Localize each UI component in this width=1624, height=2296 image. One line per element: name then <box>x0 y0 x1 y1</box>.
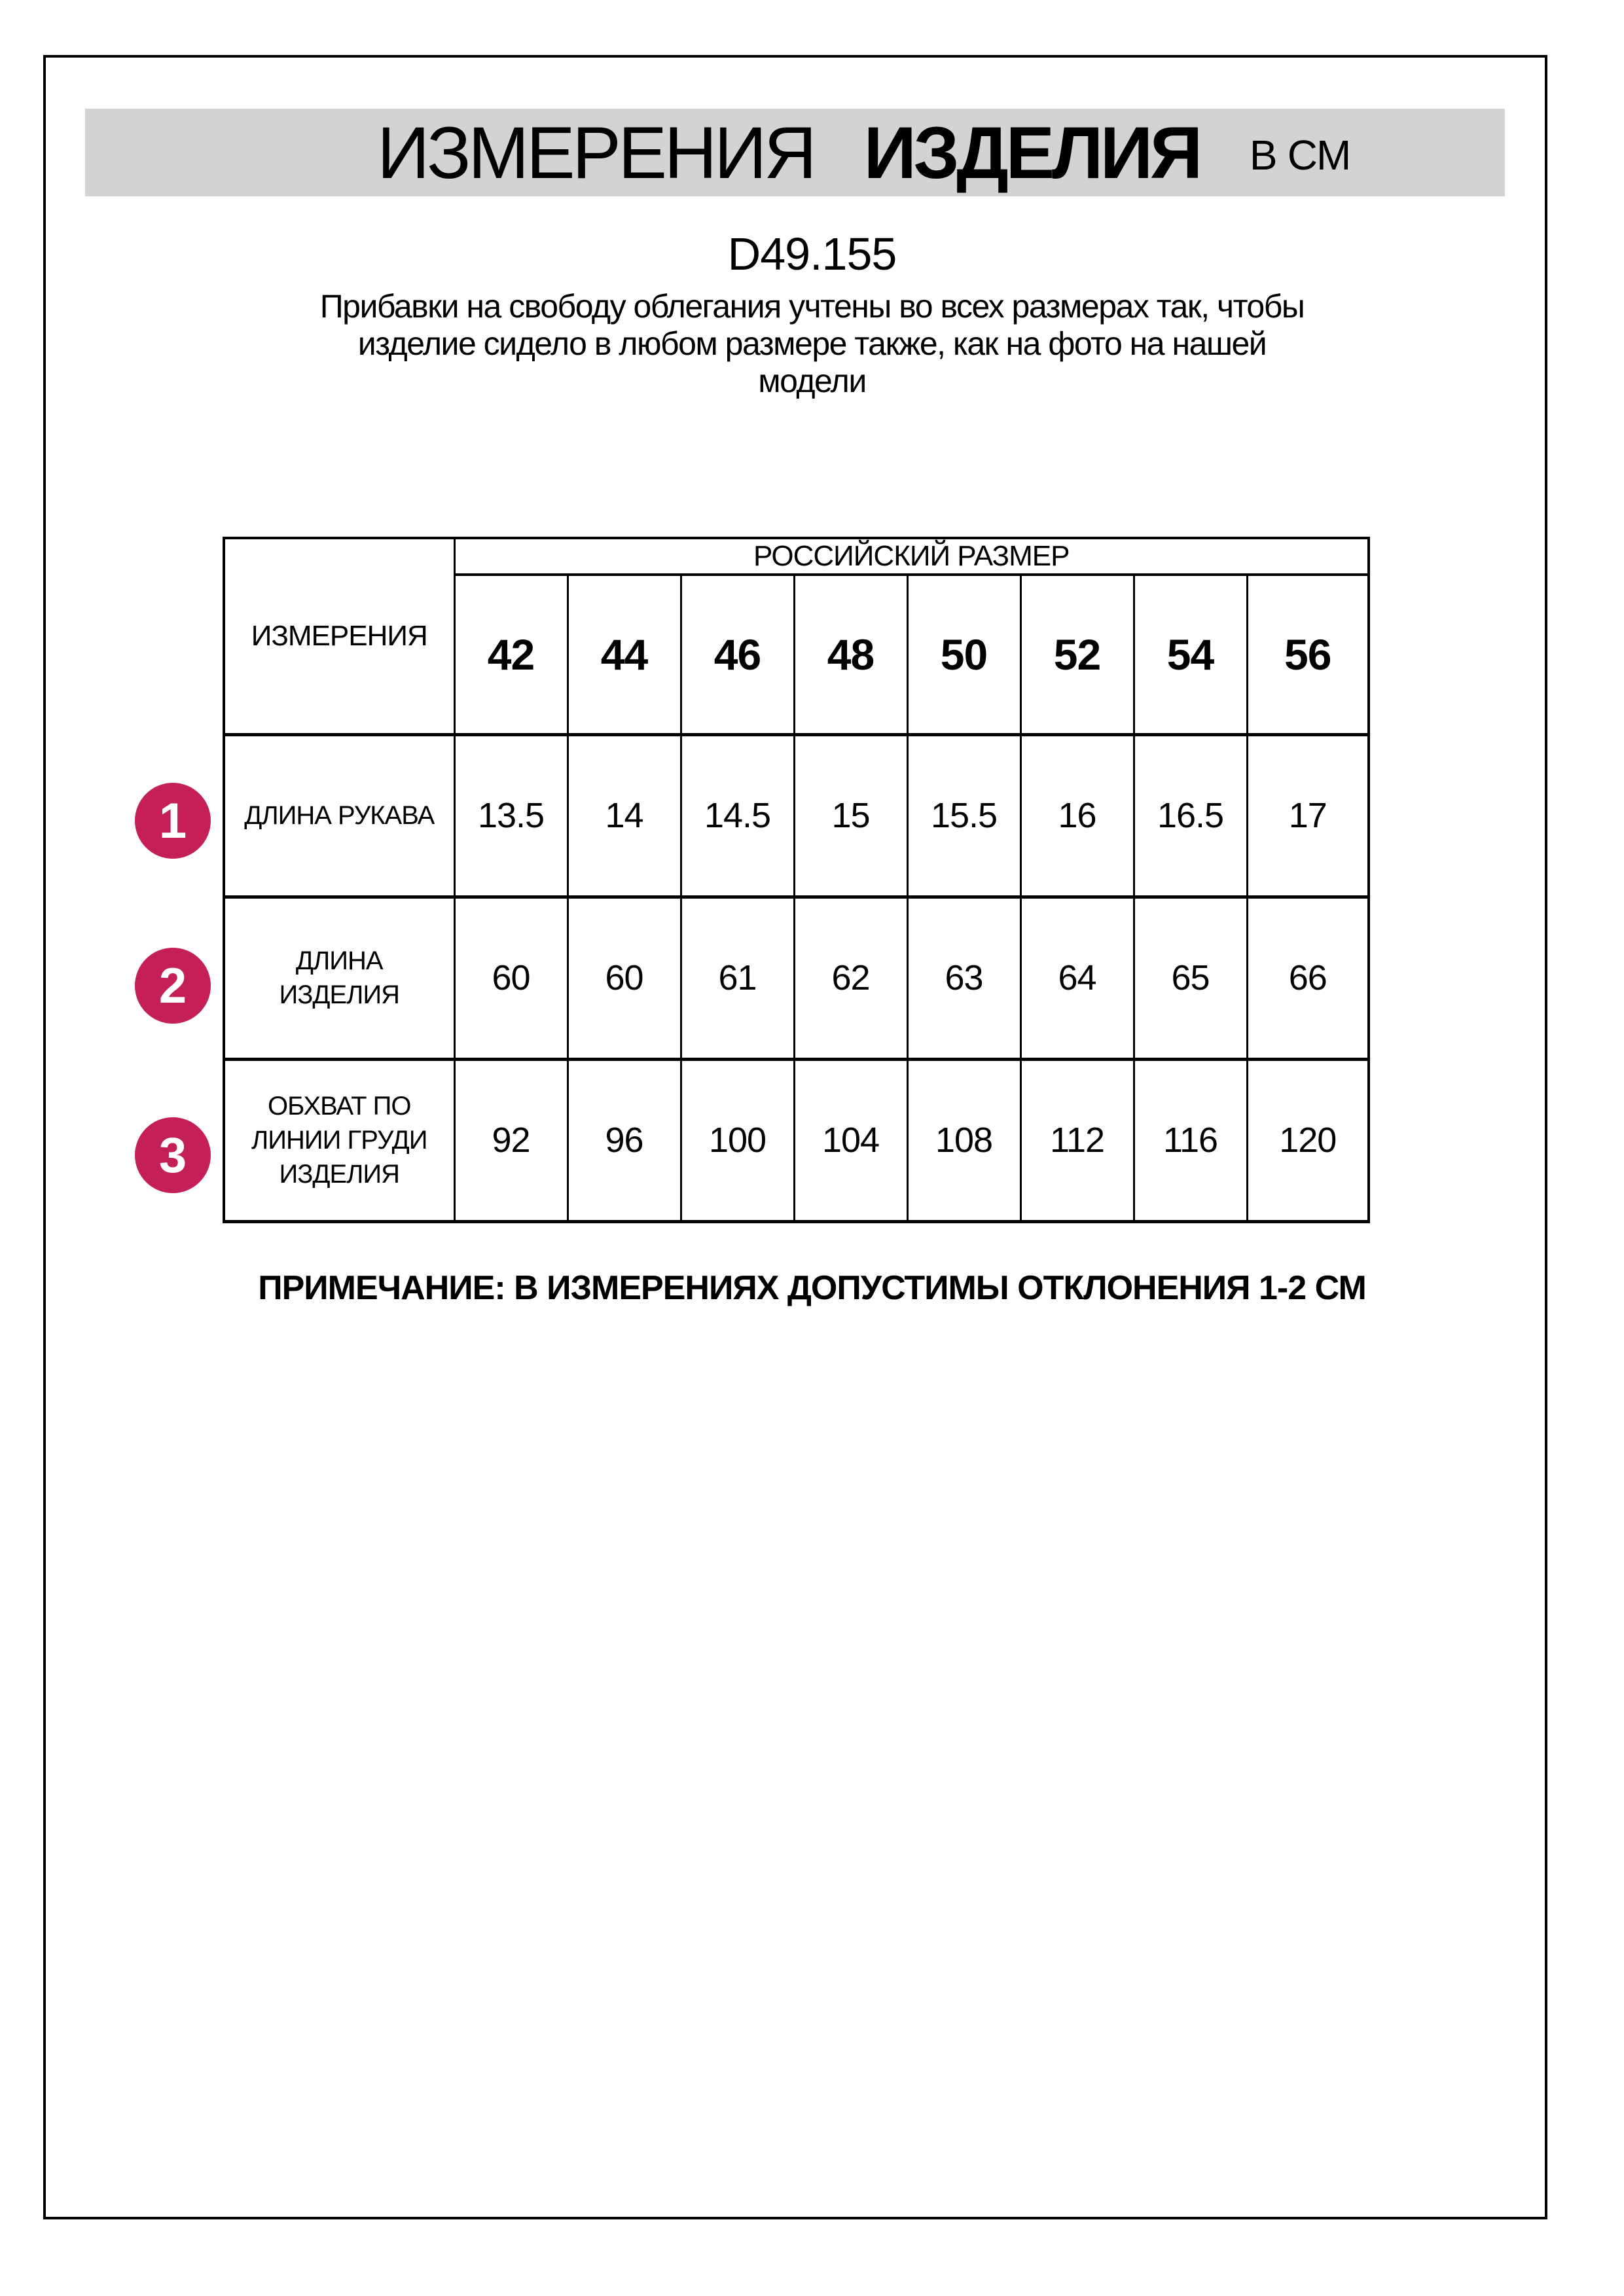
sleeve-length-row <box>224 734 1369 897</box>
title-word-measurements: ИЗМЕРЕНИЯ <box>376 111 814 194</box>
measurement-label-line: ИЗДЕЛИЯ <box>279 980 400 1009</box>
table-header-row <box>224 538 1369 575</box>
measurement-value-cell: 120 <box>1247 1059 1369 1221</box>
title-banner <box>85 109 1505 196</box>
fit-note-line: Прибавки на свободу облегания учтены во всех размерах так, чтобы <box>319 288 1305 325</box>
fit-note-paragraph <box>0 288 1624 400</box>
measurement-value-cell: 108 <box>907 1059 1020 1221</box>
measurement-value-cell: 62 <box>794 897 907 1059</box>
fit-note-line: модели <box>758 363 866 399</box>
measurement-label-line: ОБХВАТ ПО <box>268 1092 411 1121</box>
measurement-value-cell: 14.5 <box>681 734 794 897</box>
size-56-cell: 56 <box>1247 575 1369 734</box>
measurement-value-cell: 104 <box>794 1059 907 1221</box>
measurement-label-line: ЛИНИИ ГРУДИ <box>251 1126 427 1155</box>
size-44-cell: 44 <box>568 575 681 734</box>
measurement-value-cell: 96 <box>568 1059 681 1221</box>
title-unit-cm: В СМ <box>1249 132 1351 179</box>
measurement-value-cell: 13.5 <box>454 734 568 897</box>
measurement-label-cell <box>224 1059 454 1221</box>
measurement-value-cell: 16 <box>1020 734 1134 897</box>
size-table <box>223 537 1370 1223</box>
measurement-label-cell <box>224 734 454 897</box>
size-54-cell: 54 <box>1134 575 1247 734</box>
measurements-column-header: ИЗМЕРЕНИЯ <box>251 619 427 652</box>
size-48-cell: 48 <box>794 575 907 734</box>
size-50-cell: 50 <box>907 575 1020 734</box>
measurement-value-cell: 60 <box>454 897 568 1059</box>
tolerance-footnote: ПРИМЕЧАНИЕ: В ИЗМЕРЕНИЯХ ДОПУСТИМЫ ОТКЛОНЕНИЯ 1-2 СМ <box>258 1269 1366 1307</box>
measurement-label-line: ДЛИНА <box>295 946 383 975</box>
measurement-value-cell: 66 <box>1247 897 1369 1059</box>
measurement-value-cell: 15 <box>794 734 907 897</box>
badge-number: 3 <box>158 1127 187 1183</box>
measurement-value-cell: 60 <box>568 897 681 1059</box>
measurement-value-cell: 17 <box>1247 734 1369 897</box>
measurement-value-cell: 65 <box>1134 897 1247 1059</box>
measurement-value-cell: 64 <box>1020 897 1134 1059</box>
row-number-badge-2 <box>135 948 211 1024</box>
badge-number: 1 <box>158 793 187 849</box>
item-length-row <box>224 897 1369 1059</box>
measurement-label-line: ДЛИНА РУКАВА <box>244 801 435 830</box>
measurement-value-cell: 92 <box>454 1059 568 1221</box>
measurement-value-cell: 63 <box>907 897 1020 1059</box>
badge-number: 2 <box>158 958 187 1014</box>
size-52-cell: 52 <box>1020 575 1134 734</box>
measurement-label-line: ИЗДЕЛИЯ <box>279 1160 400 1189</box>
measurements-column-header-cell <box>224 538 454 734</box>
title-word-product: ИЗДЕЛИЯ <box>863 111 1200 194</box>
row-number-badge-3 <box>135 1117 211 1193</box>
chest-girth-row <box>224 1059 1369 1221</box>
measurement-value-cell: 112 <box>1020 1059 1134 1221</box>
measurement-label-cell <box>224 897 454 1059</box>
measurement-value-cell: 14 <box>568 734 681 897</box>
size-46-cell: 46 <box>681 575 794 734</box>
size-42-cell: 42 <box>454 575 568 734</box>
measurement-value-cell: 15.5 <box>907 734 1020 897</box>
russian-size-header: РОССИЙСКИЙ РАЗМЕР <box>753 540 1070 572</box>
measurement-value-cell: 16.5 <box>1134 734 1247 897</box>
measurement-value-cell: 61 <box>681 897 794 1059</box>
model-code: D49.155 <box>727 228 897 279</box>
measurement-value-cell: 100 <box>681 1059 794 1221</box>
russian-size-header-cell <box>454 538 1369 575</box>
fit-note-line: изделие сидело в любом размере также, как на фото на нашей <box>357 325 1267 362</box>
row-number-badge-1 <box>135 783 211 859</box>
measurement-value-cell: 116 <box>1134 1059 1247 1221</box>
